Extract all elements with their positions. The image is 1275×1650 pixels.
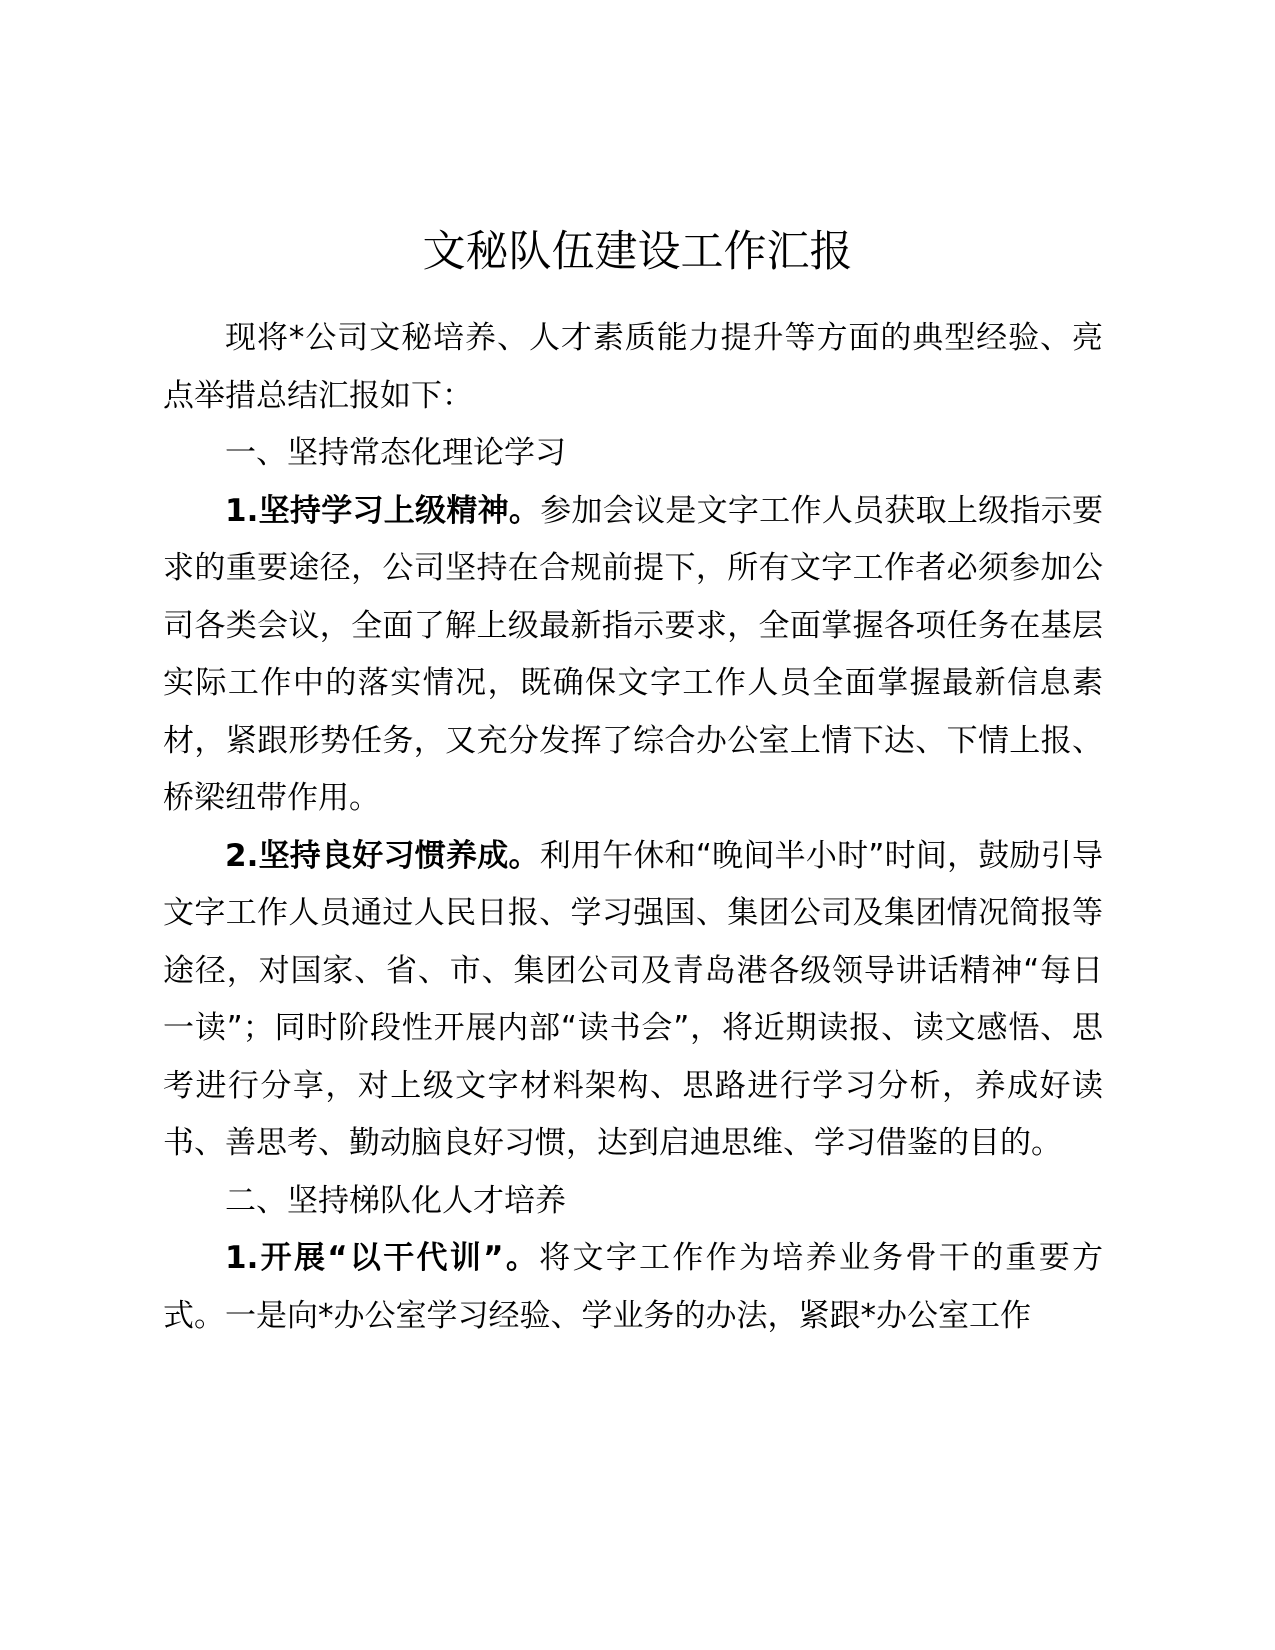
section1-item2-lead: 2.坚持良好习惯养成。: [225, 837, 540, 874]
section1-item2-text: 利用午休和“晚间半小时”时间，鼓励引导文字工作人员通过人民日报、学习强国、集团公司及集团情况简报等途径，对国家、省、市、集团公司及青岛港各级领导讲话精神“每日一读”；同时阶段性开展内部“读书会”，将近期读报、读文感悟、思考进行分享，对上级文字材料架构、思路进行学习分析，养成好读书、善思考、勤动脑良好习惯，达到启迪思维、学习借鉴的目的。: [163, 837, 1103, 1161]
section2-item1-text: 将文字工作作为培养业务骨干的重要方式。一是向*办公室学习经验、学业务的办法，紧跟*办公室工作: [163, 1240, 1104, 1334]
section-heading-2: 二、坚持梯队化人才培养: [225, 1182, 566, 1219]
section1-item1-paragraph: [163, 483, 1103, 828]
intro-paragraph: 现将*公司文秘培养、人才素质能力提升等方面的典型经验、亮点举措总结汇报如下：: [163, 320, 1103, 414]
section1-item1-lead: 1.坚持学习上级精神。: [225, 492, 541, 529]
section-heading-1: 一、坚持常态化理论学习: [225, 435, 566, 471]
document-body: [163, 310, 1103, 1345]
section2-item1-paragraph: [163, 1230, 1103, 1345]
document-title: 文秘队伍建设工作汇报: [422, 227, 853, 277]
section2-item1-lead: 1.开展“以干代训”。: [225, 1240, 540, 1276]
section1-item1-text: 参加会议是文字工作人员获取上级指示要求的重要途径，公司坚持在合规前提下，所有文字工作者必须参加公司各类会议，全面了解上级最新指示要求，全面掌握各项任务在基层实际工作中的落实情况，既确保文字工作人员全面掌握最新信息素材，紧跟形势任务，又充分发挥了综合办公室上情下达、下情上报、桥梁纽带作用。: [163, 492, 1103, 816]
section1-item2-paragraph: [163, 828, 1103, 1173]
